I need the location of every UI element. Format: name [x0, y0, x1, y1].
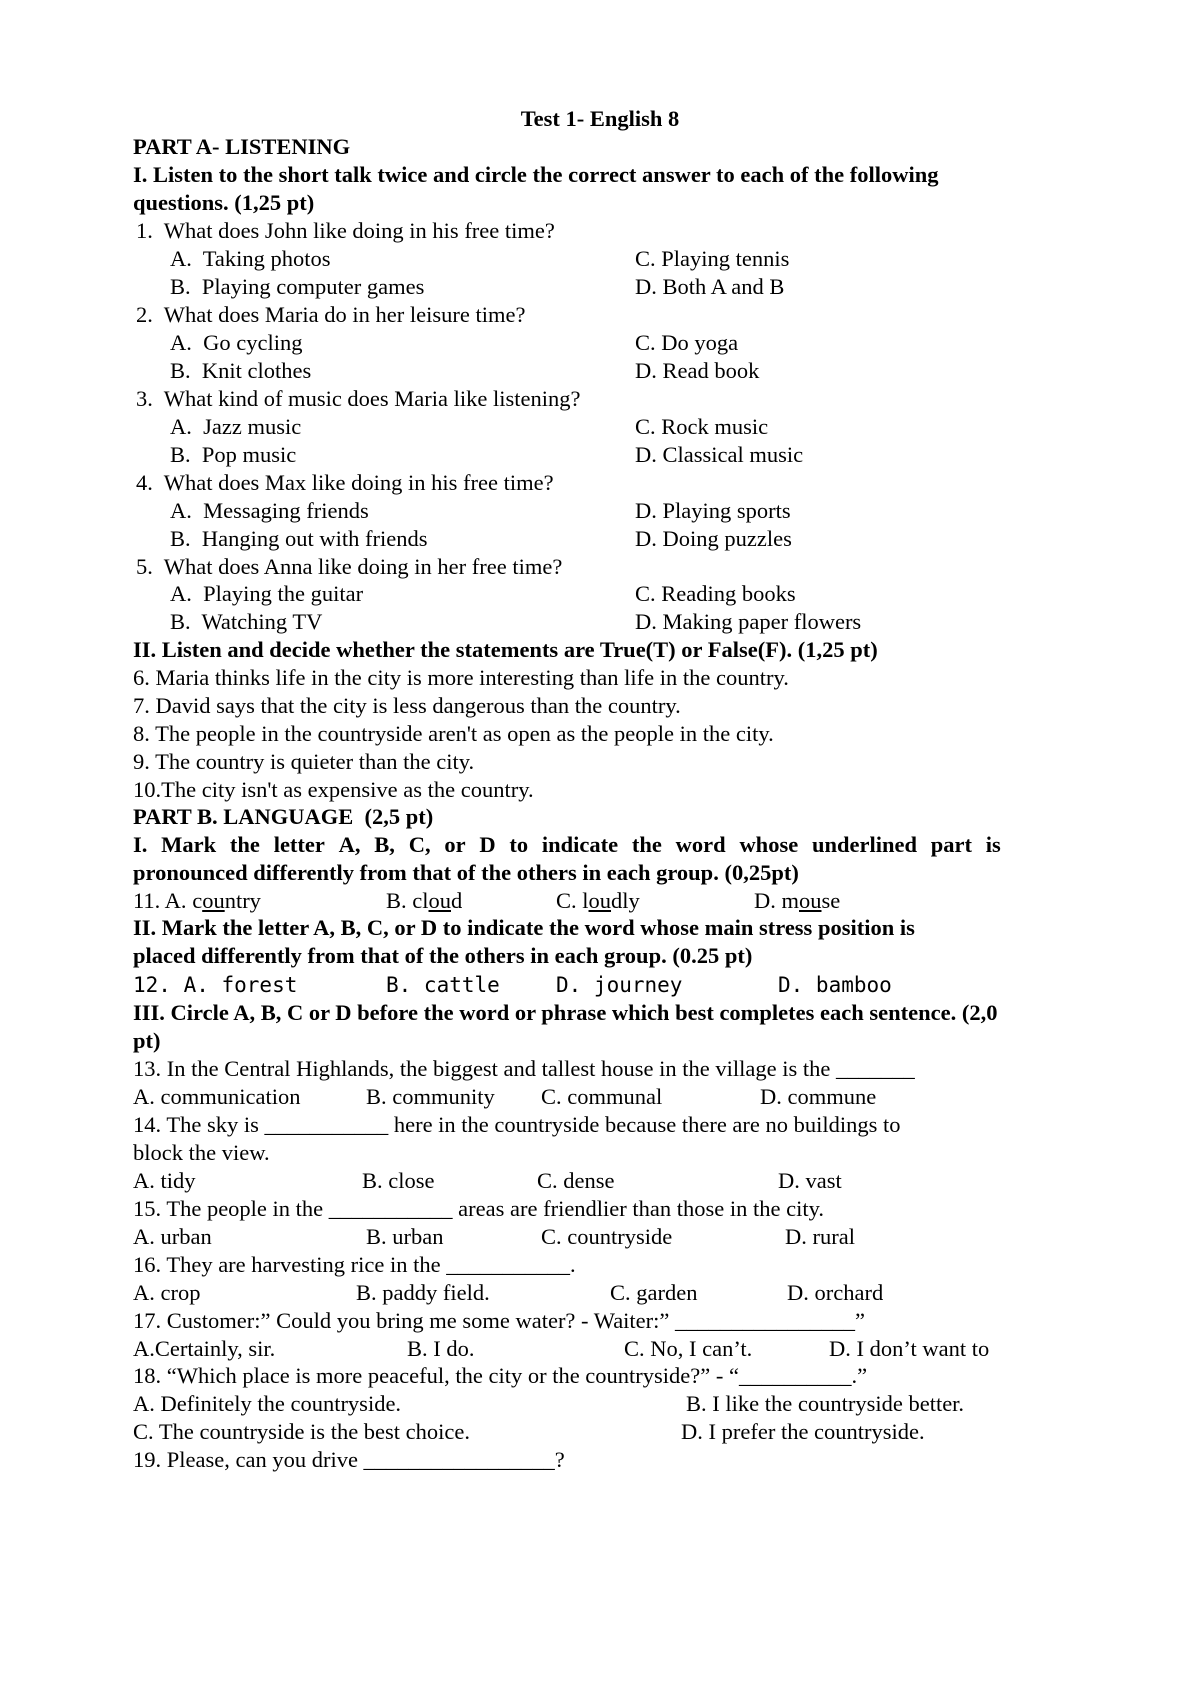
section-b3-instruction-cont: pt)	[133, 1028, 161, 1053]
statement-6: 6. Maria thinks life in the city is more interesting than life in the country.	[133, 665, 789, 690]
question-17-options: A.Certainly, sir. B. I do. C. No, I can’t. D. I don’t want to	[133, 1336, 990, 1361]
question-14-options: A. tidy B. close C. dense D. vast	[133, 1168, 842, 1193]
section-a1-instruction: I. Listen to the short talk twice and circle the correct answer to each of the following	[133, 162, 939, 187]
question-1-options-bd: B. Playing computer games D. Both A and B	[170, 274, 785, 299]
question-19: 19. Please, can you drive _________________?	[133, 1447, 565, 1472]
section-b1-instruction-cont: pronounced differently from that of the others in each group. (0,25pt)	[133, 860, 799, 885]
statement-8: 8. The people in the countryside aren't as open as the people in the city.	[133, 721, 774, 746]
question-3-options-ac: A. Jazz music C. Rock music	[170, 414, 769, 439]
section-b2-instruction-cont: placed differently from that of the others in each group. (0.25 pt)	[133, 943, 753, 968]
question-14-cont: block the view.	[133, 1140, 270, 1165]
question-2-options-ac: A. Go cycling C. Do yoga	[170, 330, 739, 355]
statement-7: 7. David says that the city is less dangerous than the country.	[133, 693, 681, 718]
question-2: 2. What does Maria do in her leisure time?	[136, 302, 526, 327]
question-3-options-bd: B. Pop music D. Classical music	[170, 442, 804, 467]
question-4-options-ac: A. Messaging friends D. Playing sports	[170, 498, 791, 523]
question-18-options-cd: C. The countryside is the best choice. D. I prefer the countryside.	[133, 1419, 925, 1444]
question-1-options-ac: A. Taking photos C. Playing tennis	[170, 246, 790, 271]
question-18-options-ab: A. Definitely the countryside. B. I like the countryside better.	[133, 1391, 965, 1416]
question-4-options-bd: B. Hanging out with friends D. Doing puzzles	[170, 526, 792, 551]
question-5-options-ac: A. Playing the guitar C. Reading books	[170, 581, 796, 606]
question-3: 3. What kind of music does Maria like listening?	[136, 386, 581, 411]
section-a1-instruction-cont: questions. (1,25 pt)	[133, 190, 315, 215]
statement-10: 10.The city isn't as expensive as the country.	[133, 777, 534, 802]
question-14: 14. The sky is ___________ here in the countryside because there are no buildings to	[133, 1112, 901, 1137]
question-18: 18. “Which place is more peaceful, the city or the countryside?” - “__________.”	[133, 1363, 868, 1388]
question-5: 5. What does Anna like doing in her free time?	[136, 554, 563, 579]
question-17: 17. Customer:” Could you bring me some water? - Waiter:” ________________”	[133, 1308, 866, 1333]
part-b-heading: PART B. LANGUAGE (2,5 pt)	[133, 804, 434, 829]
question-15: 15. The people in the ___________ areas are friendlier than those in the city.	[133, 1196, 825, 1221]
question-5-options-bd: B. Watching TV D. Making paper flowers	[170, 609, 862, 634]
question-15-options: A. urban B. urban C. countryside D. rural	[133, 1224, 855, 1249]
question-13-options: A. communication B. community C. communal D. commune	[133, 1084, 877, 1109]
section-b2-instruction: II. Mark the letter A, B, C, or D to indicate the word whose main stress position is	[133, 915, 915, 940]
page-title: Test 1- English 8	[520, 106, 680, 131]
section-b3-instruction: III. Circle A, B, C or D before the word or phrase which best completes each sentence. (2,0	[133, 1000, 998, 1025]
question-16-options: A. crop B. paddy field. C. garden D. orchard	[133, 1280, 884, 1305]
question-11: 11. A. country B. cloud C. loudly D. mouse	[133, 888, 841, 913]
question-1: 1. What does John like doing in his free time?	[136, 218, 555, 243]
question-13: 13. In the Central Highlands, the biggest and tallest house in the village is the _______	[133, 1056, 915, 1081]
question-2-options-bd: B. Knit clothes D. Read book	[170, 358, 760, 383]
section-b1-instruction: I. Mark the letter A, B, C, or D to indicate the word whose underlined part is	[133, 832, 1001, 857]
question-16: 16. They are harvesting rice in the ___________.	[133, 1252, 576, 1277]
question-12: 12. A. forest B. cattle D. journey D. bamboo	[133, 973, 892, 997]
question-4: 4. What does Max like doing in his free time?	[136, 470, 554, 495]
section-a2-instruction: II. Listen and decide whether the statements are True(T) or False(F). (1,25 pt)	[133, 637, 878, 662]
part-a-heading: PART A- LISTENING	[133, 134, 351, 159]
statement-9: 9. The country is quieter than the city.	[133, 749, 475, 774]
